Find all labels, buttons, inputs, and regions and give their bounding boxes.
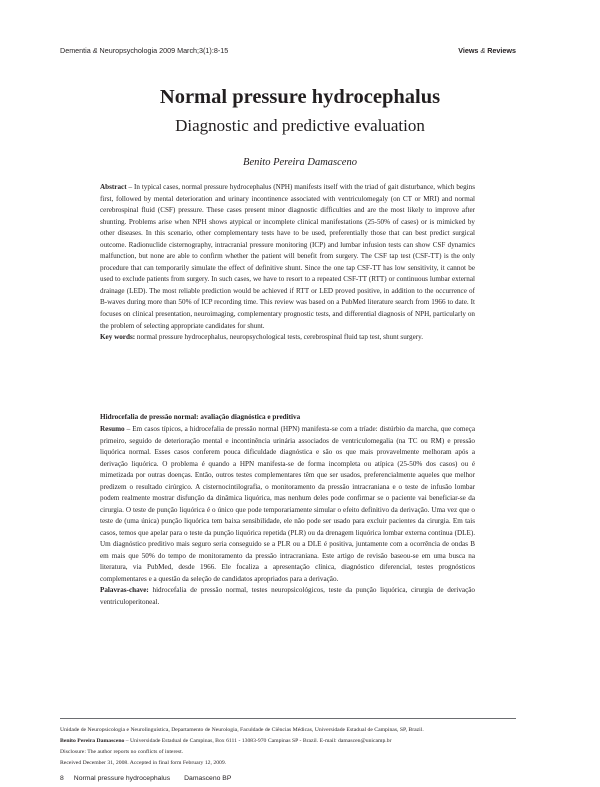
running-footer xyxy=(60,775,360,784)
correspondence-name: Benito Pereira Damasceno xyxy=(60,738,125,744)
footnote-correspondence xyxy=(60,738,540,744)
section-label-a: Views xyxy=(458,46,481,55)
correspondence-text: – Universidade Estadual de Campinas, Box 6111 - 13083-970 Campinas SP - Brazil. E-mail: damascen@unicamp.br xyxy=(124,738,392,744)
journal-citation-b: Neuropsychologia 2009 March;3(1):8-15 xyxy=(97,46,229,55)
journal-citation-amp: & xyxy=(92,46,98,55)
palavras-chave-text: hidrocefalia de pressão normal, testes neuropsicológicos, teste da punção liquórica, cirurgia de derivação ventriculoperitoneal. xyxy=(100,586,475,606)
section-label-b: Reviews xyxy=(485,46,516,55)
running-title: Normal pressure hydrocephalus xyxy=(73,775,171,782)
page-number: 8 xyxy=(60,775,64,782)
footnote-received: Received December 31, 2008. Accepted in final form February 12, 2009. xyxy=(60,760,227,766)
journal-citation-a: Dementia xyxy=(60,46,93,55)
author-name: Benito Pereira Damasceno xyxy=(243,157,357,168)
running-author: Damasceno BP xyxy=(184,775,232,782)
portuguese-title: Hidrocefalia de pressão normal: avaliação diagnóstica e preditiva xyxy=(100,413,301,421)
section-label-amp: & xyxy=(480,46,486,55)
running-header xyxy=(60,46,516,58)
abstract xyxy=(100,182,475,344)
section-label xyxy=(458,46,516,55)
article-subtitle: Diagnostic and predictive evaluation xyxy=(175,116,425,135)
article-title: Normal pressure hydrocephalus xyxy=(159,86,441,108)
footnote-affiliation: Unidade de Neuropsicologia e Neurolinguística, Departamento de Neurologia, Faculdade de Ciências Médicas, Universidade Estadual de Campinas, SP, Brazil. xyxy=(60,727,424,733)
journal-citation xyxy=(60,46,228,55)
abstract-label: Abstract xyxy=(100,183,127,191)
footnote-divider xyxy=(60,718,516,719)
palavras-chave-label: Palavras-chave: xyxy=(100,586,149,594)
keywords-text: normal pressure hydrocephalus, neuropsychological tests, cerebrospinal fluid tap test, shunt surgery. xyxy=(135,333,424,342)
resumo xyxy=(100,424,475,608)
keywords-label: Key words: xyxy=(100,333,136,342)
footnote-disclosure: Disclosure: The author reports no conflicts of interest. xyxy=(60,749,184,755)
abstract-text: – In typical cases, normal pressure hydrocephalus (NPH) manifests itself with the triad of gait disturbance, which begins first, followed by mental deterioration and urinary incontinence associated with ventriculomegaly (on CT or MRI) and normal cerebrospinal fluid (CSF) pressure. These cases present minor diagnostic difficulties and are the most likely to improve after shunting. Problems arise when NPH shows atypical or incomplete clinical manifestations (25-50% of cases) or is mimicked by other diseases. In this scenario, other complementary tests have to be used, preferentially those that can best predict surgical outcome. Radionuclide cisternography, intracranial pressure monitoring (ICP) and lumbar infusion tests can show CSF dynamics malfunction, but none are able to confirm whether the patient will benefit from surgery. The CSF tap test (CSF-TT) is the only procedure that can temporarily simulate the effect of definitive shunt. Since the one tap CSF-TT has low sensitivity, it cannot be used to exclude patients from surgery. In such cases, we have to resort to a repeated CSF-TT (RTT) or continuous lumbar external drainage (LED). The most reliable prediction would be achieved if RTT or LED proved positive, in addition to the occurrence of B-waves during more than 50% of ICP recording time. This review was based on a PubMed literature search from 1966 to date. It focuses on clinical presentation, neuroimaging, complementary prognostic tests, and differential diagnosis of NPH, particularly on the problem of selecting appropriate candidates for shunt. xyxy=(100,183,475,330)
resumo-label: Resumo xyxy=(100,425,125,433)
resumo-text: – Em casos típicos, a hidrocefalia de pressão normal (HPN) manifesta-se com a tríade: distúrbio da marcha, que começa primeiro, seguido de deterioração mental e incontinência urinária associados de ventriculomegalia (na TC ou RM) e pressão liquórica normal. Esses casos conferem pouca dificuldade diagnóstica e são os que mais provavelmente melhoram após a derivação liquórica. O problema é quando a HPN manifesta-se de forma incompleta ou atípica (25-50% dos casos) ou é mimetizada por outras doenças. Então, outros testes complementares têm que ser usados, preferencialmente aqueles que melhor predizem o resultado cirúrgico. A cisternocintilografia, o monitoramento da pressão intracraniana e o teste de infusão lombar podem realmente mostrar disfunção da dinâmica liquórica, mas nenhum deles pode confirmar se o paciente vai beneficiar-se da cirurgia. O teste de punção liquórica é o único que pode temporariamente simular o efeito definitivo da derivação. Uma vez que o teste de (uma única) punção liquórica tem baixa sensibilidade, ele não pode ser usado para excluir pacientes da cirurgia. Em tais casos, temos que apelar para o teste da punção liquórica repetida (PLR) ou da drenagem liquórica lombar externa contínua (DLE). Um diagnóstico preditivo mais seguro seria conseguido se a PLR ou a DLE é positiva, juntamente com a ocorrência de ondas B em mais que 50% do tempo de monitoramento da pressão intracraniana. Este artigo de revisão baseou-se em uma busca na literatura, via PubMed, desde 1966. Ele focaliza a apresentação clínica, diagnóstico diferencial, testes prognósticos complementares e a questão da seleção de candidatos apropriados para a derivação. xyxy=(100,425,475,583)
